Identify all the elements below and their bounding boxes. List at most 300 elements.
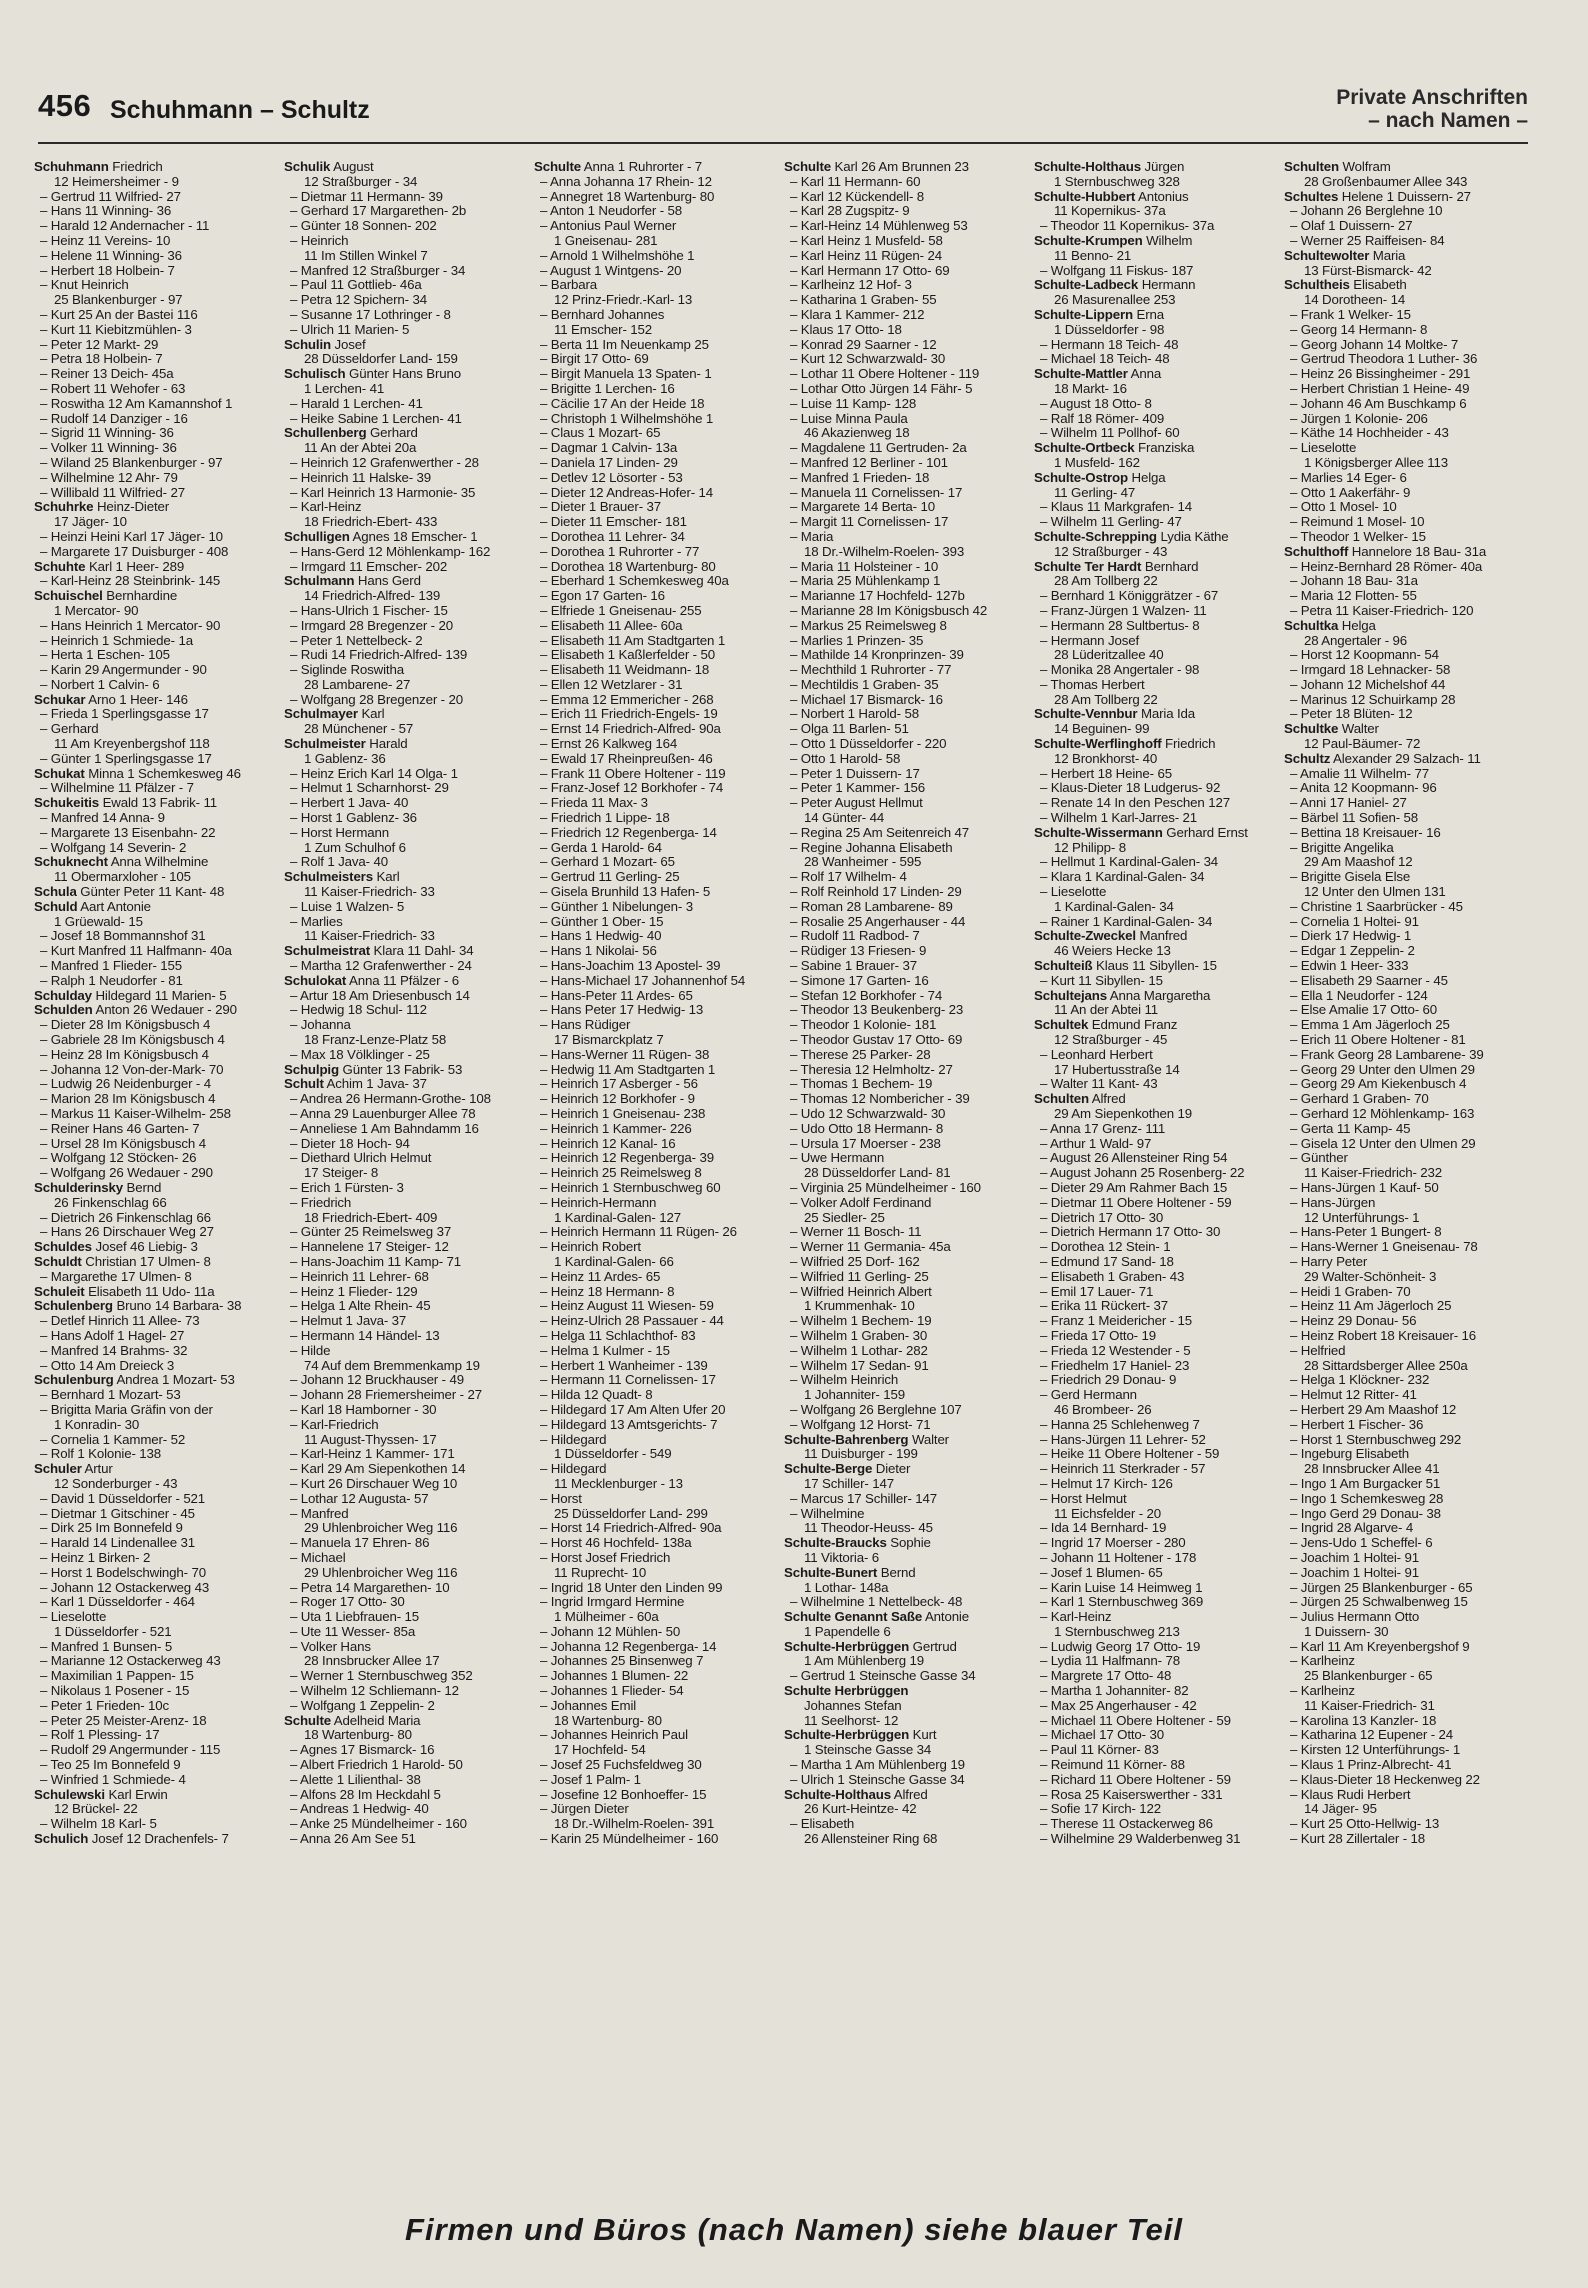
- listing-entry: [534, 397, 779, 412]
- entry-address: 14 Beguinen- 99: [1054, 721, 1150, 737]
- listing-entry: [784, 1699, 1029, 1714]
- listing-entry: [284, 382, 529, 397]
- listing-entry: [1284, 1299, 1529, 1314]
- entry-text: – Rolf 1 Kolonie- 138: [40, 1446, 162, 1462]
- entry-address: 11 Kaiser-Friedrich- 232: [1304, 1165, 1443, 1181]
- entry-text: Gertrud: [912, 1638, 957, 1654]
- entry-address: 11 Am Kreyenbergshof 118: [54, 736, 210, 752]
- entry-text: – Heinrich 11 Lehrer- 68: [290, 1268, 429, 1284]
- listing-entry: [534, 1211, 779, 1226]
- entry-text: – Horst Josef Friedrich: [540, 1549, 671, 1565]
- entry-text: – Else Amalie 17 Otto- 60: [1290, 1002, 1438, 1018]
- entry-text: – Lieselotte: [1290, 440, 1357, 456]
- entry-text: – Reimund 11 Körner- 88: [1040, 1757, 1185, 1773]
- entry-text: – Johann 12 Michelshof 44: [1290, 676, 1446, 692]
- entry-text: – Paul 11 Körner- 83: [1040, 1742, 1159, 1758]
- entry-text: Dieter: [875, 1461, 911, 1477]
- listing-entry: [284, 1299, 529, 1314]
- listing-entry: [1034, 1536, 1279, 1551]
- entry-text: – Klara 1 Kardinal-Galen- 34: [1040, 869, 1205, 885]
- entry-text: – Marlies 1 Prinzen- 35: [790, 632, 924, 648]
- listing-entry: [1284, 929, 1529, 944]
- entry-text: – Karl Heinz 11 Rügen- 24: [790, 247, 942, 263]
- entry-text: – Erich 11 Obere Holtener - 81: [1290, 1032, 1466, 1048]
- entry-address: 26 Allensteiner Ring 68: [804, 1831, 938, 1847]
- listing-entry: [1034, 1669, 1279, 1684]
- listing-entry: [1284, 648, 1529, 663]
- entry-address: 17 Jäger- 10: [54, 514, 127, 530]
- entry-address: 46 Akazienweg 18: [804, 425, 910, 441]
- entry-text: Alfred: [893, 1786, 928, 1802]
- listing-entry: [284, 678, 529, 693]
- listing-entry: [1034, 1344, 1279, 1359]
- listing-entry: [784, 1610, 1029, 1625]
- listing-entry: [1284, 1314, 1529, 1329]
- entry-address: 25 Düsseldorfer Land- 299: [554, 1505, 708, 1521]
- entry-text: – Wolfgang 12 Stöcken- 26: [40, 1150, 197, 1166]
- entry-address: 13 Fürst-Bismarck- 42: [1304, 262, 1432, 278]
- listing-entry: [1034, 545, 1279, 560]
- entry-text: – Johann 18 Bau- 31a: [1290, 573, 1418, 589]
- listing-entry: [534, 352, 779, 367]
- entry-text: Anna 1 Ruhrorter - 7: [583, 160, 703, 174]
- entry-address: 11 Seelhorst- 12: [804, 1712, 899, 1728]
- listing-entry: [284, 293, 529, 308]
- entry-text: – Kurt 25 An der Bastei 116: [40, 306, 198, 322]
- surname: Schukar: [34, 691, 86, 707]
- listing-entry: [534, 264, 779, 279]
- entry-text: – Luise Minna Paula: [790, 410, 908, 426]
- listing-entry: [34, 1581, 279, 1596]
- listing-entry: [1034, 663, 1279, 678]
- entry-text: – Johann 11 Holtener - 178: [1040, 1549, 1197, 1565]
- entry-text: Andrea 1 Mozart- 53: [116, 1372, 235, 1388]
- entry-text: – Wolfgang 26 Berglehne 107: [790, 1401, 962, 1417]
- listing-entry: [534, 781, 779, 796]
- listing-entry: [1034, 1225, 1279, 1240]
- entry-text: – Gerd Hermann: [1040, 1387, 1137, 1403]
- listing-entry: [34, 323, 279, 338]
- listing-entry: [534, 1122, 779, 1137]
- listing-entry: [1034, 323, 1279, 338]
- surname: Schula: [34, 884, 77, 900]
- entry-text: – Hildegard: [540, 1431, 607, 1447]
- entry-text: – Luise 11 Kamp- 128: [790, 395, 917, 411]
- listing-entry: [1284, 1477, 1529, 1492]
- listing-entry: [1034, 959, 1279, 974]
- surname: Schulte-Vennbur: [1034, 706, 1138, 722]
- listing-entry: [284, 515, 529, 530]
- listing-entry: [534, 1773, 779, 1788]
- entry-text: – Hans-Jürgen: [1290, 1194, 1376, 1210]
- entry-text: – Manfred 14 Anna- 9: [40, 810, 165, 826]
- entry-text: – Frank Georg 28 Lambarene- 39: [1290, 1046, 1484, 1062]
- entry-text: – Anni 17 Haniel- 27: [1290, 795, 1407, 811]
- listing-entry: [1034, 634, 1279, 649]
- listing-entry: [1284, 1817, 1529, 1832]
- entry-text: – Elisabeth: [790, 1816, 855, 1832]
- listing-entry: [284, 974, 529, 989]
- entry-text: Antonius: [1137, 188, 1189, 204]
- entry-text: – Winfried 1 Schmiede- 4: [40, 1771, 186, 1787]
- listing-entry: [34, 1817, 279, 1832]
- entry-text: – Manfred 14 Brahms- 32: [40, 1342, 188, 1358]
- entry-text: – Peter 1 Nettelbeck- 2: [290, 632, 423, 648]
- listing-entry: [34, 870, 279, 885]
- surname: Schullenberg: [284, 425, 367, 441]
- listing-entry: [284, 367, 529, 382]
- entry-address: 25 Blankenburger - 97: [54, 292, 183, 308]
- surname: Schulewski: [34, 1786, 105, 1802]
- entry-text: – Artur 18 Am Driesenbusch 14: [290, 987, 470, 1003]
- entry-text: – Johanna 12 Von-der-Mark- 70: [40, 1061, 224, 1077]
- listing-column-4: [784, 160, 1029, 2182]
- entry-address: 11 Mecklenburger - 13: [554, 1475, 683, 1491]
- entry-text: – Ingrid 28 Algarve- 4: [1290, 1520, 1414, 1536]
- listing-entry: [534, 1077, 779, 1092]
- listing-entry: [784, 752, 1029, 767]
- listing-entry: [784, 1225, 1029, 1240]
- listing-entry: [1034, 1492, 1279, 1507]
- listing-entry: [1284, 1077, 1529, 1092]
- entry-text: – Kurt 11 Kiebitzmühlen- 3: [40, 321, 192, 337]
- listing-entry: [534, 1151, 779, 1166]
- entry-text: – Peter 1 Kammer- 156: [790, 780, 926, 796]
- entry-text: – Martha 1 Johanniter- 82: [1040, 1683, 1189, 1699]
- entry-text: – Olga 11 Barlen- 51: [790, 721, 909, 737]
- surname: Schulday: [34, 987, 92, 1003]
- entry-text: – Hans-Jürgen 11 Lehrer- 52: [1040, 1431, 1206, 1447]
- entry-text: – Klaus 11 Markgrafen- 14: [1040, 499, 1192, 515]
- listing-entry: [1034, 855, 1279, 870]
- entry-text: – Horst 1 Gablenz- 36: [290, 810, 417, 826]
- listing-entry: [284, 1669, 529, 1684]
- entry-text: – Volker Hans: [290, 1638, 371, 1654]
- listing-entry: [284, 1255, 529, 1270]
- entry-text: – Ralf 18 Römer- 409: [1040, 410, 1165, 426]
- entry-text: – Gisela 12 Unter den Ulmen 29: [1290, 1135, 1476, 1151]
- listing-entry: [34, 1137, 279, 1152]
- entry-text: – Heinz-Bernhard 28 Römer- 40a: [1290, 558, 1483, 574]
- entry-address: 1 Krummenhak- 10: [804, 1298, 915, 1314]
- entry-address: 12 Straßburger - 45: [1054, 1032, 1168, 1048]
- listing-entry: [784, 1077, 1029, 1092]
- listing-entry: [284, 1329, 529, 1344]
- listing-entry: [1284, 1255, 1529, 1270]
- entry-address: 17 Steiger- 8: [304, 1165, 379, 1181]
- entry-text: – Heinz 11 Vereins- 10: [40, 232, 171, 248]
- entry-address: 1 Düsseldorfer - 521: [54, 1623, 172, 1639]
- listing-entry: [784, 1344, 1029, 1359]
- entry-text: – Hans-Michael 17 Johannenhof 54: [540, 972, 746, 988]
- entry-text: – Friedrich: [290, 1194, 352, 1210]
- listing-entry: [784, 1758, 1029, 1773]
- entry-text: Karl 1 Heer- 289: [88, 558, 185, 574]
- surname: Schulisch: [284, 366, 346, 382]
- listing-entry: [34, 634, 279, 649]
- listing-entry: [534, 1536, 779, 1551]
- entry-text: – Ingrid 18 Unter den Linden 99: [540, 1579, 723, 1595]
- entry-text: – Kurt 28 Zillertaler - 18: [1290, 1831, 1426, 1847]
- listing-entry: [284, 1492, 529, 1507]
- listing-entry: [534, 382, 779, 397]
- entry-text: – Heinz 18 Hermann- 8: [540, 1283, 675, 1299]
- entry-address: 18 Dr.-Wilhelm-Roelen- 393: [804, 543, 965, 559]
- surname: Schulte-Berge: [784, 1461, 873, 1477]
- listing-entry: [534, 974, 779, 989]
- entry-text: – Johann 26 Berglehne 10: [1290, 203, 1443, 219]
- entry-text: – Elisabeth 11 Allee- 60a: [540, 617, 683, 633]
- entry-text: – Arthur 1 Wald- 97: [1040, 1135, 1152, 1151]
- entry-text: – Heinrich 1 Sternbuschweg 60: [540, 1179, 721, 1195]
- surname: Schulmeisters: [284, 869, 373, 885]
- listing-entry: [34, 1359, 279, 1374]
- entry-text: – Olaf 1 Duissern- 27: [1290, 218, 1413, 234]
- entry-text: Agnes 18 Emscher- 1: [352, 528, 478, 544]
- listing-entry: [1284, 500, 1529, 515]
- entry-text: – Brigitte Gisela Else: [1290, 869, 1411, 885]
- listing-entry: [1034, 1654, 1279, 1669]
- listing-entry: [284, 826, 529, 841]
- entry-address: 28 Lüderitzallee 40: [1054, 647, 1164, 663]
- entry-address: 28 Münchener - 57: [304, 721, 414, 737]
- entry-text: – Ingeburg Elisabeth: [1290, 1446, 1409, 1462]
- entry-text: – Detlev 12 Lösorter - 53: [540, 469, 683, 485]
- entry-text: Anton 26 Wedauer - 290: [95, 1002, 237, 1018]
- entry-text: Manfred: [1139, 928, 1188, 944]
- listing-entry: [1034, 1359, 1279, 1374]
- listing-entry: [1034, 1373, 1279, 1388]
- listing-entry: [34, 1447, 279, 1462]
- entry-text: – Dietrich Hermann 17 Otto- 30: [1040, 1224, 1221, 1240]
- entry-text: – Heinrich 12 Regenberga- 39: [540, 1150, 714, 1166]
- entry-address: 11 Im Stillen Winkel 7: [304, 247, 428, 263]
- listing-entry: [534, 190, 779, 205]
- listing-entry: [784, 1137, 1029, 1152]
- entry-text: – Elisabeth 1 Kaßlerfelder - 50: [540, 647, 715, 663]
- entry-address: 11 Gerling- 47: [1054, 484, 1136, 500]
- entry-text: – Karl-Heinz: [1040, 1609, 1112, 1625]
- listing-entry: [1034, 974, 1279, 989]
- listing-entry: [34, 1033, 279, 1048]
- entry-text: – Hans 1 Hedwig- 40: [540, 928, 662, 944]
- listing-entry: [534, 1329, 779, 1344]
- entry-text: – Claus 1 Mozart- 65: [540, 425, 661, 441]
- listing-entry: [1034, 722, 1279, 737]
- entry-text: Josef 12 Drachenfels- 7: [91, 1831, 229, 1847]
- entry-text: – Renate 14 In den Peschen 127: [1040, 795, 1230, 811]
- listing-entry: [284, 1314, 529, 1329]
- entry-text: – Frieda 1 Sperlingsgasse 17: [40, 706, 209, 722]
- entry-text: Anna Margaretha: [1109, 987, 1211, 1003]
- entry-text: – Berta 11 Im Neuenkamp 25: [540, 336, 709, 352]
- entry-text: – Marianne 28 Im Königsbusch 42: [790, 602, 988, 618]
- surname: Schulte Ter Hardt: [1034, 558, 1142, 574]
- listing-entry: [534, 234, 779, 249]
- listing-entry: [1034, 175, 1279, 190]
- listing-entry: [534, 1714, 779, 1729]
- entry-text: – Frank 1 Welker- 15: [1290, 306, 1411, 322]
- listing-entry: [284, 1447, 529, 1462]
- entry-text: – Dorothea 11 Lehrer- 34: [540, 528, 685, 544]
- entry-text: – Johannes 1 Flieder- 54: [540, 1683, 684, 1699]
- listing-entry: [34, 1270, 279, 1285]
- entry-text: – Christine 1 Saarbrücker - 45: [1290, 898, 1463, 914]
- entry-text: – Udo Otto 18 Hermann- 8: [790, 1120, 944, 1136]
- entry-text: – Jürgen 25 Blankenburger - 65: [1290, 1579, 1473, 1595]
- listing-entry: [534, 1344, 779, 1359]
- entry-text: – Heinrich 11 Sterkrader - 57: [1040, 1461, 1206, 1477]
- entry-text: – David 1 Düsseldorfer - 521: [40, 1490, 206, 1506]
- listing-entry: [1034, 693, 1279, 708]
- entry-text: – Johannes 25 Binsenweg 7: [540, 1653, 704, 1669]
- entry-text: – Wilhelm 11 Pollhof- 60: [1040, 425, 1180, 441]
- listing-entry: [1034, 1137, 1279, 1152]
- listing-entry: [1034, 1003, 1279, 1018]
- entry-text: – Karl 18 Hamborner - 30: [290, 1401, 437, 1417]
- listing-entry: [1284, 900, 1529, 915]
- entry-text: – Emma 12 Emmericher - 268: [540, 691, 714, 707]
- entry-text: – Karl-Friedrich: [290, 1416, 379, 1432]
- surname: Schulokat: [284, 972, 347, 988]
- entry-text: – Anna 17 Grenz- 111: [1040, 1120, 1166, 1136]
- listing-entry: [284, 663, 529, 678]
- listing-entry: [284, 1802, 529, 1817]
- surname: Schulmann: [284, 573, 355, 589]
- entry-text: – Luise 1 Walzen- 5: [290, 898, 405, 914]
- listing-entry: [284, 1551, 529, 1566]
- entry-text: – Hans 11 Winning- 36: [40, 203, 172, 219]
- entry-text: – Bernhard 1 Mozart- 53: [40, 1387, 181, 1403]
- listing-entry: [784, 278, 1029, 293]
- surname: Schulten: [1284, 160, 1339, 174]
- listing-entry: [784, 1714, 1029, 1729]
- listing-entry: [1284, 663, 1529, 678]
- listing-entry: [284, 767, 529, 782]
- surname: Schulte-Wissermann: [1034, 824, 1163, 840]
- listing-entry: [784, 1122, 1029, 1137]
- listing-entry: [34, 308, 279, 323]
- listing-entry: [34, 1285, 279, 1300]
- listing-entry: [784, 1240, 1029, 1255]
- entry-text: – Maria 11 Holsteiner - 10: [790, 558, 939, 574]
- listing-entry: [784, 1373, 1029, 1388]
- entry-text: – Rudolf 29 Angermunder - 115: [40, 1742, 221, 1758]
- entry-text: – Karl Heinz 1 Musfeld- 58: [790, 232, 943, 248]
- entry-text: – Birgit 17 Otto- 69: [540, 351, 649, 367]
- entry-text: – Klaus Rudi Herbert: [1290, 1786, 1411, 1802]
- entry-text: – Marlies 14 Eger- 6: [1290, 469, 1407, 485]
- listing-entry: [1284, 1832, 1529, 1847]
- listing-entry: [34, 1077, 279, 1092]
- listing-entry: [534, 1181, 779, 1196]
- entry-text: – Horst 12 Koopmann- 54: [1290, 647, 1439, 663]
- listing-entry: [34, 781, 279, 796]
- entry-text: – Karl 11 Hermann- 60: [790, 173, 921, 189]
- entry-address: 12 Brückel- 22: [54, 1801, 138, 1817]
- entry-text: – Otto 1 Düsseldorfer - 220: [790, 736, 947, 752]
- entry-address: 14 Günter- 44: [804, 810, 885, 826]
- listing-entry: [284, 471, 529, 486]
- listing-entry: [784, 1492, 1029, 1507]
- listing-entry: [1034, 841, 1279, 856]
- listing-entry: [284, 1196, 529, 1211]
- surname: Schulte-Holthaus: [1034, 160, 1141, 174]
- listing-entry: [784, 707, 1029, 722]
- entry-text: – Willibald 11 Wilfried- 27: [40, 484, 185, 500]
- entry-text: – Martha 12 Grafenwerther - 24: [290, 958, 472, 974]
- listing-column-6: [1284, 160, 1529, 2182]
- entry-text: Hannelore 18 Bau- 31a: [1351, 543, 1487, 559]
- listing-entry: [1284, 190, 1529, 205]
- entry-text: Alfred: [1091, 1091, 1126, 1107]
- entry-text: – Ursel 28 Im Königsbusch 4: [40, 1135, 206, 1151]
- entry-text: – August Johann 25 Rosenberg- 22: [1040, 1165, 1245, 1181]
- listing-entry: [1284, 1373, 1529, 1388]
- listing-entry: [534, 1403, 779, 1418]
- entry-text: – Michael 18 Teich- 48: [1040, 351, 1170, 367]
- entry-text: – Friedrich 12 Regenberga- 14: [540, 824, 717, 840]
- entry-text: – Johanna: [290, 1017, 351, 1033]
- entry-text: – Marianne 17 Hochfeld- 127b: [790, 588, 965, 604]
- listing-entry: [784, 767, 1029, 782]
- entry-address: 11 Ruprecht- 10: [554, 1564, 647, 1580]
- entry-text: Helga: [1341, 617, 1376, 633]
- entry-text: Hermann: [1141, 277, 1196, 293]
- entry-text: – Hans Adolf 1 Hagel- 27: [40, 1327, 185, 1343]
- listing-entry: [1284, 915, 1529, 930]
- listing-entry: [284, 737, 529, 752]
- listing-entry: [784, 663, 1029, 678]
- listing-entry: [284, 1477, 529, 1492]
- entry-text: – Günter 25 Reimelsweg 37: [290, 1224, 452, 1240]
- entry-text: – Heinrich 25 Reimelsweg 8: [540, 1165, 702, 1181]
- listing-entry: [1284, 1063, 1529, 1078]
- listing-entry: [1034, 1329, 1279, 1344]
- listing-entry: [534, 1581, 779, 1596]
- listing-entry: [1284, 1462, 1529, 1477]
- listing-entry: [1034, 737, 1279, 752]
- listing-entry: [1034, 1048, 1279, 1063]
- entry-text: – Mechthild 1 Ruhrorter - 77: [790, 662, 952, 678]
- entry-text: – Peter 1 Duissern- 17: [790, 765, 920, 781]
- listing-entry: [1284, 1181, 1529, 1196]
- listing-entry: [784, 219, 1029, 234]
- entry-text: – Rolf Reinhold 17 Linden- 29: [790, 884, 962, 900]
- entry-text: – Friedrich 29 Donau- 9: [1040, 1372, 1177, 1388]
- listing-entry: [284, 1728, 529, 1743]
- entry-address: 11 An der Abtei 20a: [304, 440, 417, 456]
- listing-entry: [784, 515, 1029, 530]
- section-title-line-2: – nach Namen –: [1368, 109, 1528, 132]
- entry-text: – Frieda 17 Otto- 19: [1040, 1327, 1156, 1343]
- listing-entry: [784, 1521, 1029, 1536]
- listing-entry: [284, 264, 529, 279]
- listing-entry: [1034, 1551, 1279, 1566]
- listing-entry: [284, 1418, 529, 1433]
- listing-entry: [1034, 1285, 1279, 1300]
- entry-text: – Margarethe 17 Ulmen- 8: [40, 1268, 192, 1284]
- entry-text: – Heinrich 1 Schmiede- 1a: [40, 632, 193, 648]
- listing-entry: [534, 515, 779, 530]
- entry-text: Minna 1 Schemkesweg 46: [88, 765, 241, 781]
- entry-text: – Heidi 1 Graben- 70: [1290, 1283, 1411, 1299]
- entry-text: Bernhardine: [106, 588, 178, 604]
- entry-address: 1 Mülheimer - 60a: [554, 1609, 659, 1625]
- listing-entry: [784, 1788, 1029, 1803]
- listing-entry: [534, 441, 779, 456]
- listing-entry: [534, 456, 779, 471]
